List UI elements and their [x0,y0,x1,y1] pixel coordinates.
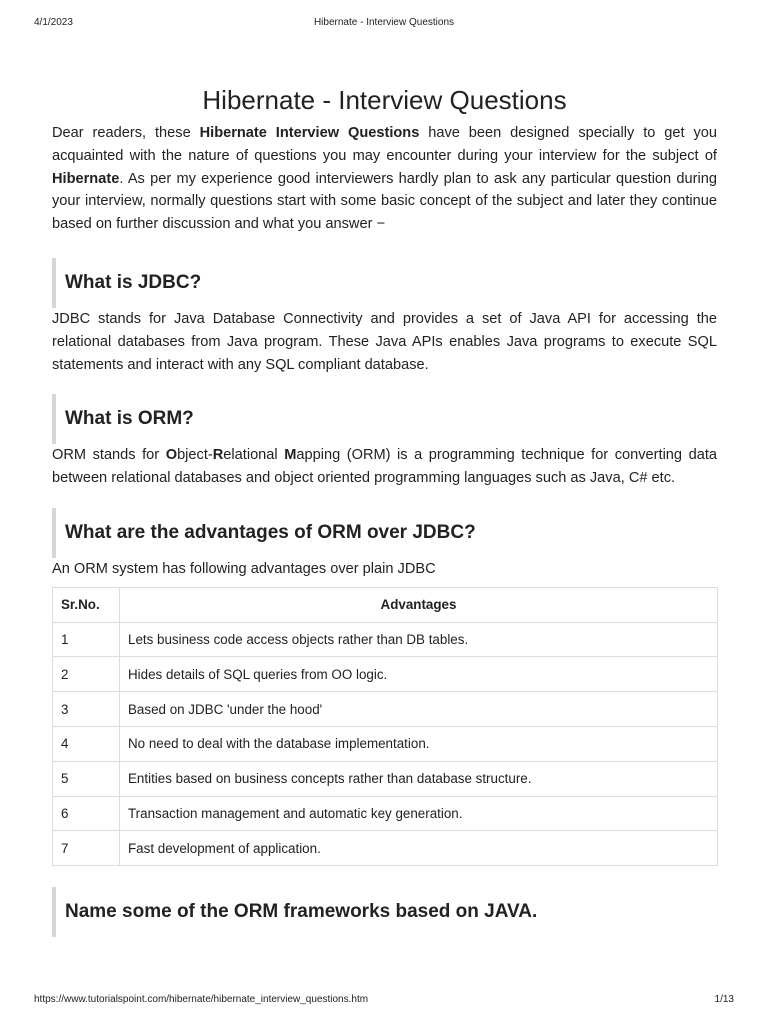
row-number: 1 [53,622,120,657]
orm-bold-r: R [212,447,224,464]
row-number: 7 [53,831,120,866]
column-header-advantages: Advantages [120,587,718,622]
table-row [53,657,718,692]
source-url-link[interactable]: https://www.tutorialspoint.com/hibernate/hibernate_interview_questions.htm [34,994,369,1005]
table-row [53,692,718,727]
row-advantage: Based on JDBC 'under the hood' [120,692,718,727]
orm-text-pre: ORM stands for [52,447,166,464]
table-header-row [53,587,718,622]
row-number: 6 [53,796,120,831]
answer-orm [52,444,717,490]
orm-text-2: elational [223,447,285,464]
column-header-srno: Sr.No. [53,587,120,622]
table-row [53,761,718,796]
row-number: 5 [53,761,120,796]
article [52,78,717,937]
intro-text-1: Dear readers, these [52,125,200,141]
row-advantage: Transaction management and automatic key generation. [120,796,718,831]
row-number: 2 [53,657,120,692]
print-title: Hibernate - Interview Questions [313,17,455,28]
orm-text-1: bject- [177,447,213,464]
advantages-table [52,587,718,866]
intro-text-2: have been designed specially to get you acquainted with the nature of questions you may encounter during your interview for the subject of [52,125,717,164]
print-date: 4/1/2023 [34,17,73,28]
intro-bold-1: Hibernate Interview Questions [199,125,420,141]
row-number: 4 [53,726,120,761]
intro-bold-2: Hibernate [52,170,120,187]
row-advantage: Hides details of SQL queries from OO logic. [120,657,718,692]
row-advantage: Fast development of application. [120,831,718,866]
table-row [53,796,718,831]
intro-text-3: . As per my experience good interviewers hardly plan to ask any particular question during your interview, normally questions start with some basic concept of the subject and later they continue based on further discussion and what you answer − [52,170,717,233]
question-heading-jdbc: What is JDBC? [52,258,717,308]
table-row [53,831,718,866]
row-advantage: Lets business code access objects rather than DB tables. [120,622,718,657]
print-header [34,17,734,31]
table-row [53,726,718,761]
row-number: 3 [53,692,120,727]
intro-paragraph [52,122,717,236]
page-title: Hibernate - Interview Questions [202,85,567,115]
orm-text-3: apping (ORM) is a programming technique for converting data between relational databases and object oriented programming languages such as Java, C# etc. [52,447,717,487]
question-heading-orm: What is ORM? [52,394,717,444]
print-footer [34,994,734,1008]
page-counter: 1/13 [714,994,734,1005]
row-advantage: Entities based on business concepts rather than database structure. [120,761,718,796]
row-advantage: No need to deal with the database implementation. [120,726,718,761]
table-row [53,622,718,657]
question-heading-orm-frameworks: Name some of the ORM frameworks based on JAVA. [52,887,717,937]
answer-jdbc: JDBC stands for Java Database Connectivity and provides a set of Java API for accessing the relational databases from Java program. These Java APIs enables Java programs to execute SQL statements and interact with any SQL compliant database. [52,310,717,373]
orm-bold-o: O [165,447,178,464]
question-heading-advantages: What are the advantages of ORM over JDBC? [52,508,717,558]
answer-advantages-intro: An ORM system has following advantages over plain JDBC [52,560,436,577]
orm-bold-m: M [284,447,297,464]
